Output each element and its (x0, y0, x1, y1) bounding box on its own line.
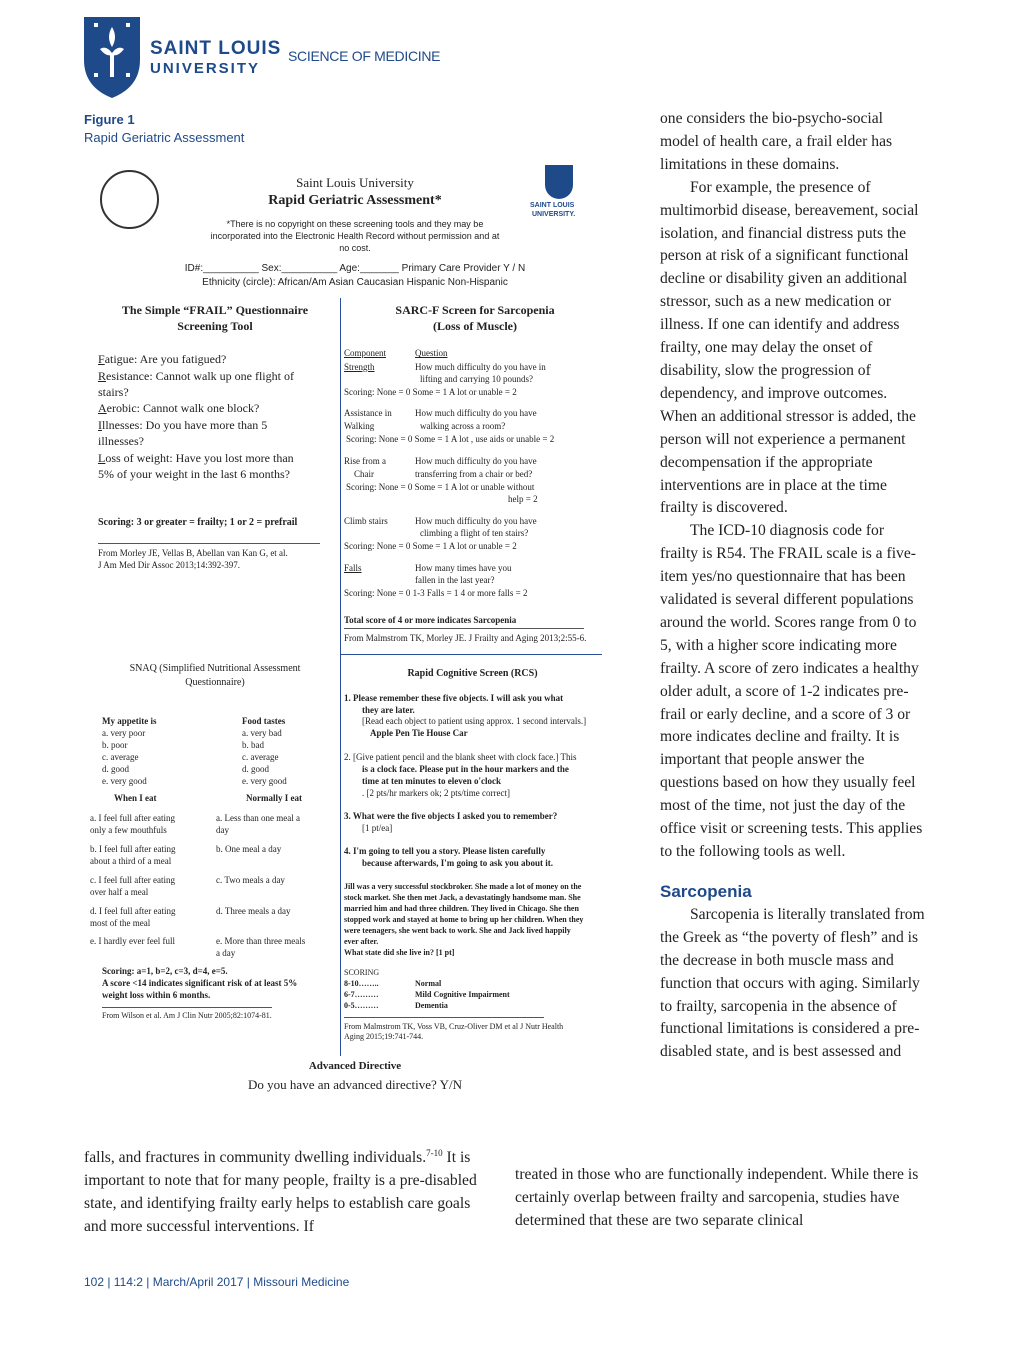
advanced-directive-question: Do you have an advanced directive? Y/N (248, 1077, 462, 1092)
copyright-line3: no cost. (339, 243, 371, 253)
page-footer: 102 | 114:2 | March/April 2017 | Missouri Medicine (84, 1275, 350, 1289)
copyright-line2: incorporated into the Electronic Health Record without permission and at (210, 231, 500, 241)
paragraph: The ICD-10 diagnosis code for frailty is R54. The FRAIL scale is a five-item yes/no questionnaire that has been validated is several different populations around the world. Scores range from 0 to 5, with a higher score indicating more frailty. A score of zero indicates a healthy older adult, a score of 1-2 indicates pre-frail or early decline, and a score of 3 or more indicates decline and frailty. It is important that people answer the questions based on how they usually feel most of the time, not just the day of the office visit or screening tests. This applies to the following tools as well. (660, 522, 923, 860)
figure-title: Figure 1 (84, 112, 135, 127)
rga-figure: Saint Louis University Rapid Geriatric Assessment* SAINT LOUIS UNIVERSITY. *There is no copyright on these screening tools and they may be incorporated into the Electronic Health Record without permission and at no cost. ID#:__________ Sex:__________ Age:_______ Primary Care Provider Y / N Ethnicity (circle): African/Am Asian Caucasian Hispanic Non-Hispanic The Simple “FRAIL” Questionnaire Screening Tool Fatigue: Are you fatigued? Resistance: Cannot walk up one flight of stairs? Aerobic: Cannot walk one block? Illnesses: Do you have more than 5 illnesses? Loss of weight: Have you lost more than 5% of your weight in the last 6 months? Scoring: 3 or greater = frailty; 1 or 2 = prefrail From Morley JE, Vellas B, Abellan van Kan G, et al. J Am Med Dir Assoc 2013;14:392-397. SARC-F Screen for Sarcopenia (Loss of Muscle) Component Question Strength How much difficulty do you have in lifting and carrying 10 pounds? Scoring: None = 0 Some = 1 A lot or unable = 2 Assistance in Walking How much difficulty do you have walking across a room? Scoring: None = 0 Some = 1 A lot , use aids or unable = 2 Rise from a Chair How much difficulty do you have transferring from a chair or bed? Scoring: None = 0 Some = 1 A lot or unable without help = 2 Climb stairs How much difficulty do you have climbing a flight of ten stairs? Scoring: None = 0 Some = 1 A lot or unable = 2 Falls How many times have you fallen in the last year? Scoring: None = 0 1-3 Falls = 1 4 or more falls = 2 Total score of 4 or more indicates Sarcopenia From Malmstrom TK, Morley JE. J Frailty and Aging 2013;2:55-6. SNAQ (Simplified Nutritional Assessment Questionnaire) My appetite is a. very poor b. poor c. average d. good e. very good Food tastes a. very bad b. bad c. average d. good e. very good When I eat Normally I eat a. I feel full after eating only a few mouthfuls b. I feel full after eating about a third of a meal c. I feel full after eating over half a meal d. I feel full after eating most of the meal e. I hardly ever feel full a. Less than one meal a day b. One meal a day c. Two meals a day d. Three meals a day e. More than three meals a day Scoring: a=1, b=2, c=3, d=4, e=5. A score <14 indicates significant risk of at least 5% weight loss within 6 months. From Wilson et al. Am J Clin Nutr 2005;82:1074-81. Rapid Cognitive Screen (RCS) 1. Please remember these five objects. I will ask you what they are later. [Read each object to patient using approx. 1 second intervals.] Apple Pen Tie House Car 2. [Give patient pencil and the blank sheet with clock face.] This is a clock face. Please put in the hour markers and the time at ten minutes to eleven o'clock . [2 pts/hr markers ok; 2 pts/time correct] 3. What were the five objects I asked you to remember? [1 pt/ea] 4. I'm going to tell you a story. Please listen carefully because afterwards, I'm going to ask you about it. Jill was a very successful stockbroker. She made a lot of money on the stock market. She then met Jack, a devastatingly handsome man. She married him and had three children. They lived in Chicago. She then stopped work and stayed at home to bring up her children. When they were teenagers, she went back to work. She and Jack lived happily ever after. What state did she live in? [1 pt] SCORING 8-10…….. Normal 6-7……… Mild Cognitive Impairment 0-5……… Dementia From Malmstrom TK, Voss VB, Cruz-Oliver DM et al J Nutr Health Aging 2015;19:741-744. Advanced Directive Do you have an advanced directive? Y/N (90, 160, 620, 1110)
section-label: SCIENCE OF MEDICINE (288, 48, 441, 64)
bottom-left-text: falls, and fractures in community dwelling individuals.$^{7-10}$ It is important to note that for many people, frailty is a pre-disabled state, and identifying frailty early helps to establish care goals and more successful interventions. If (84, 1148, 477, 1235)
ethnicity-line: Ethnicity (circle): African/Am Asian Caucasian Hispanic Non-Hispanic (202, 277, 508, 288)
bottom-right-text: treated in those who are functionally independent. While there is certainly overlap between frailty and sarcopenia, studies have determined that these are two separate clinical (515, 1166, 919, 1229)
frail-title1: The Simple “FRAIL” Questionnaire (121, 303, 309, 317)
section-heading: Sarcopenia (660, 881, 752, 901)
rga-title: Rapid Geriatric Assessment* (268, 193, 442, 208)
logo-text-line2: UNIVERSITY (150, 60, 261, 77)
sarcf-title2: (Loss of Muscle) (433, 319, 517, 333)
advanced-directive-title: Advanced Directive (308, 1060, 402, 1072)
slu-small-shield-icon (545, 165, 573, 199)
sarcf-divider (340, 654, 602, 655)
id-line: ID#:__________ Sex:__________ Age:_______ Primary Care Provider Y / N (184, 263, 526, 274)
sarcf-title1: SARC-F Screen for Sarcopenia (395, 303, 555, 317)
frail-title2: Screening Tool (177, 319, 253, 333)
paragraph: For example, the presence of multimorbid disease, bereavement, social isolation, and financial distress puts the person at risk of a significant functional decline or disability given an additional stressor, such as a new medication or illness. If one can identify and address frailty, one may delay the onset of disability, slow the progression of dependency, and improve outcomes. When an additional stressor is added, the person will not experience a permanent decompensation if the appropriate interventions are in place at the time frailty is discovered. (660, 178, 919, 517)
figure-subtitle: Rapid Geriatric Assessment (84, 130, 245, 145)
right-column-text (660, 108, 925, 1064)
logo-text-line1: SAINT LOUIS (150, 38, 282, 59)
univ-name: Saint Louis University (296, 175, 414, 190)
paragraph: one considers the bio-psycho-social model of health care, a frail elder has limitations in these domains. (660, 110, 893, 173)
copyright-line1: *There is no copyright on these screening tools and they may be (226, 219, 484, 229)
frail-scoring: Scoring: 3 or greater = frailty; 1 or 2 = prefrail (98, 517, 298, 528)
paragraph: Sarcopenia is literally translated from the Greek as “the poverty of flesh” and is the decrease in both muscle mass and function that occurs with aging. Similarly to frailty, sarcopenia in the absence of functional limitations is considered a pre-disabled state, and is best assessed and (660, 905, 925, 1061)
